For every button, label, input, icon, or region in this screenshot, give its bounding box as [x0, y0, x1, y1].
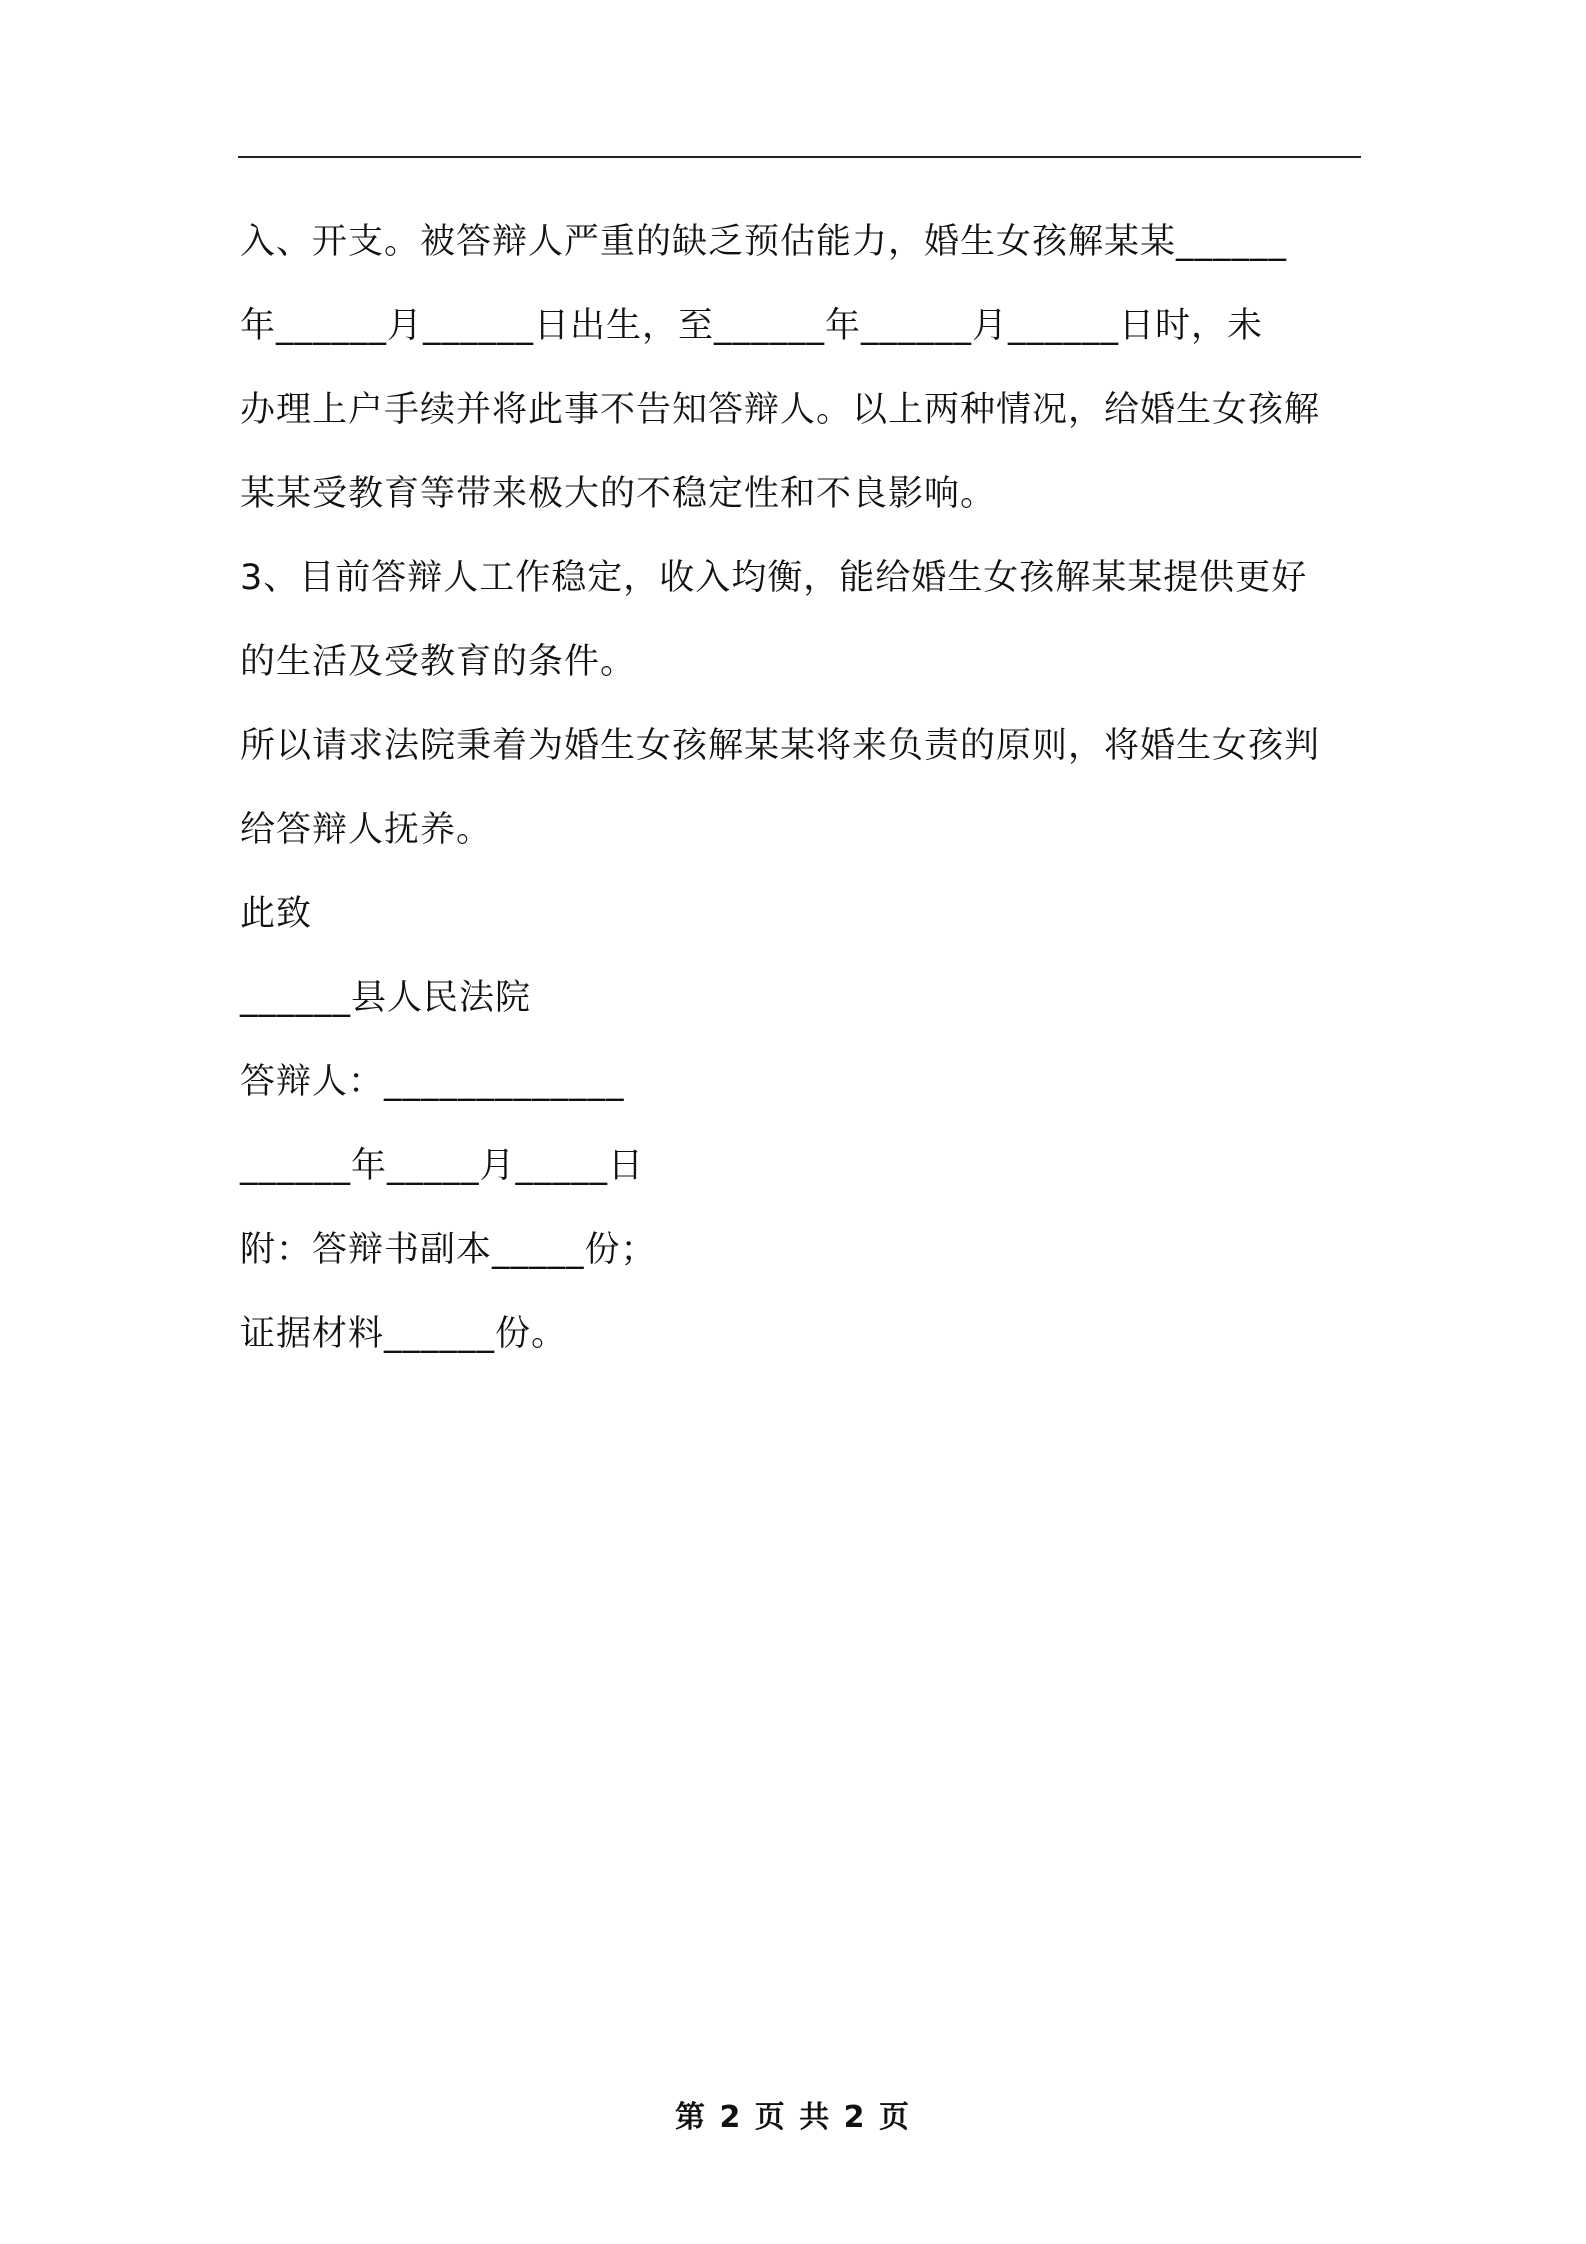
document-body — [240, 200, 1360, 1376]
paragraph-line: 办理上户手续并将此事不告知答辩人。以上两种情况，给婚生女孩解 — [240, 390, 1321, 430]
court-recipient: ______县人民法院 — [240, 978, 532, 1018]
paragraph-line: 所以请求法院秉着为婚生女孩解某某将来负责的原则，将婚生女孩判 — [240, 726, 1321, 766]
attachment-copies: 附：答辩书副本_____份； — [240, 1230, 657, 1270]
header-rule — [238, 156, 1361, 158]
respondent-signature: 答辩人：_____________ — [240, 1062, 625, 1102]
paragraph-line: 3、目前答辩人工作稳定，收入均衡，能给婚生女孩解某某提供更好 — [240, 558, 1308, 598]
date-line: ______年_____月_____日 — [240, 1146, 645, 1186]
paragraph-line: 入、开支。被答辩人严重的缺乏预估能力，婚生女孩解某某______ — [240, 222, 1288, 262]
page-number: 第 2 页 共 2 页 — [675, 2100, 911, 2135]
attachment-evidence: 证据材料______份。 — [240, 1314, 568, 1354]
paragraph-line: 给答辩人抚养。 — [240, 810, 493, 850]
paragraph-line: 年______月______日出生，至______年______月______日时，未 — [240, 306, 1264, 346]
paragraph-line: 的生活及受教育的条件。 — [240, 642, 637, 682]
salutation: 此致 — [240, 894, 313, 934]
paragraph-line: 某某受教育等带来极大的不稳定性和不良影响。 — [240, 474, 997, 514]
